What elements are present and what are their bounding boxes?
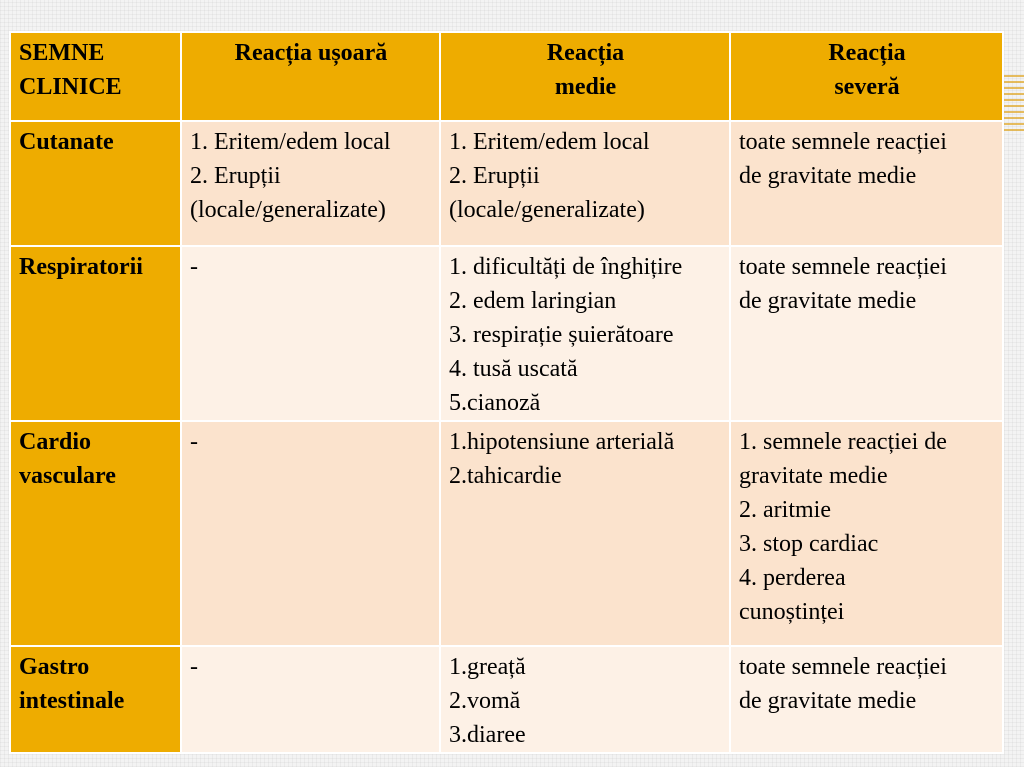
header-mild-reaction xyxy=(181,32,440,121)
cell-line: toate semnele reacției xyxy=(739,129,947,155)
cell-severe xyxy=(730,121,1003,246)
cell-line: (locale/generalizate) xyxy=(190,197,386,223)
table-row-gastro-intestinale xyxy=(10,646,1003,753)
cell-line: - xyxy=(190,429,198,455)
cell-line: 3.diaree xyxy=(449,722,526,748)
cell-line: 2. Erupții xyxy=(449,163,540,189)
header-medium-reaction xyxy=(440,32,730,121)
header-line: severă xyxy=(834,74,900,100)
row-label-line: Cardio xyxy=(19,429,91,455)
header-severe-reaction xyxy=(730,32,1003,121)
header-line: CLINICE xyxy=(19,74,122,100)
cell-line: 1.hipotensiune arterială xyxy=(449,429,675,455)
cell-line: 1. dificultăți de înghițire xyxy=(449,254,683,280)
cell-medium xyxy=(440,421,730,646)
cell-line: - xyxy=(190,654,198,680)
header-clinical-signs xyxy=(10,32,181,121)
cell-line: cunoștinței xyxy=(739,599,845,625)
cell-line: de gravitate medie xyxy=(739,163,917,189)
cell-mild xyxy=(181,646,440,753)
table-row-respiratorii xyxy=(10,246,1003,421)
row-label-line: vasculare xyxy=(19,463,116,489)
cell-line: toate semnele reacției xyxy=(739,654,947,680)
row-label-line: Respiratorii xyxy=(19,254,143,280)
clinical-signs-table xyxy=(9,31,1004,754)
cell-line: 2. Erupții xyxy=(190,163,281,189)
cell-line: 1. Eritem/edem local xyxy=(449,129,650,155)
table-row-cutanate xyxy=(10,121,1003,246)
cell-line: 2.tahicardie xyxy=(449,463,562,489)
cell-severe xyxy=(730,246,1003,421)
cell-line: - xyxy=(190,254,198,280)
row-label xyxy=(10,421,181,646)
cell-line: 2.vomă xyxy=(449,688,521,714)
cell-medium xyxy=(440,121,730,246)
cell-line: 1. semnele reacției de xyxy=(739,429,947,455)
cell-line: (locale/generalizate) xyxy=(449,197,645,223)
cell-line: 4. perderea xyxy=(739,565,846,591)
header-line: Reacția xyxy=(546,40,625,66)
header-line: Reacția ușoară xyxy=(234,40,388,66)
cell-line: gravitate medie xyxy=(739,463,888,489)
row-label-line: Gastro xyxy=(19,654,90,680)
row-label xyxy=(10,646,181,753)
cell-line: de gravitate medie xyxy=(739,688,917,714)
cell-mild xyxy=(181,121,440,246)
row-label xyxy=(10,121,181,246)
table-header-row xyxy=(10,32,1003,121)
cell-line: toate semnele reacției xyxy=(739,254,947,280)
cell-line: de gravitate medie xyxy=(739,288,917,314)
row-label-line: Cutanate xyxy=(19,129,114,155)
cell-medium xyxy=(440,646,730,753)
cell-line: 3. stop cardiac xyxy=(739,531,879,557)
table-row-cardio-vasculare xyxy=(10,421,1003,646)
cell-line: 2. aritmie xyxy=(739,497,831,523)
cell-line: 2. edem laringian xyxy=(449,288,617,314)
cell-mild xyxy=(181,246,440,421)
cell-line: 4. tusă uscată xyxy=(449,356,578,382)
cell-line: 3. respirație șuierătoare xyxy=(449,322,674,348)
cell-line: 1.greață xyxy=(449,654,526,680)
header-line: SEMNE xyxy=(19,40,105,66)
cell-severe xyxy=(730,421,1003,646)
header-line: Reacția xyxy=(828,40,906,66)
cell-line: 1. Eritem/edem local xyxy=(190,129,391,155)
cell-medium xyxy=(440,246,730,421)
cell-line: 5.cianoză xyxy=(449,390,541,416)
clinical-signs-table-container xyxy=(9,31,1002,747)
row-label-line: intestinale xyxy=(19,688,125,714)
header-line: medie xyxy=(554,74,617,100)
cell-mild xyxy=(181,421,440,646)
cell-severe xyxy=(730,646,1003,753)
row-label xyxy=(10,246,181,421)
